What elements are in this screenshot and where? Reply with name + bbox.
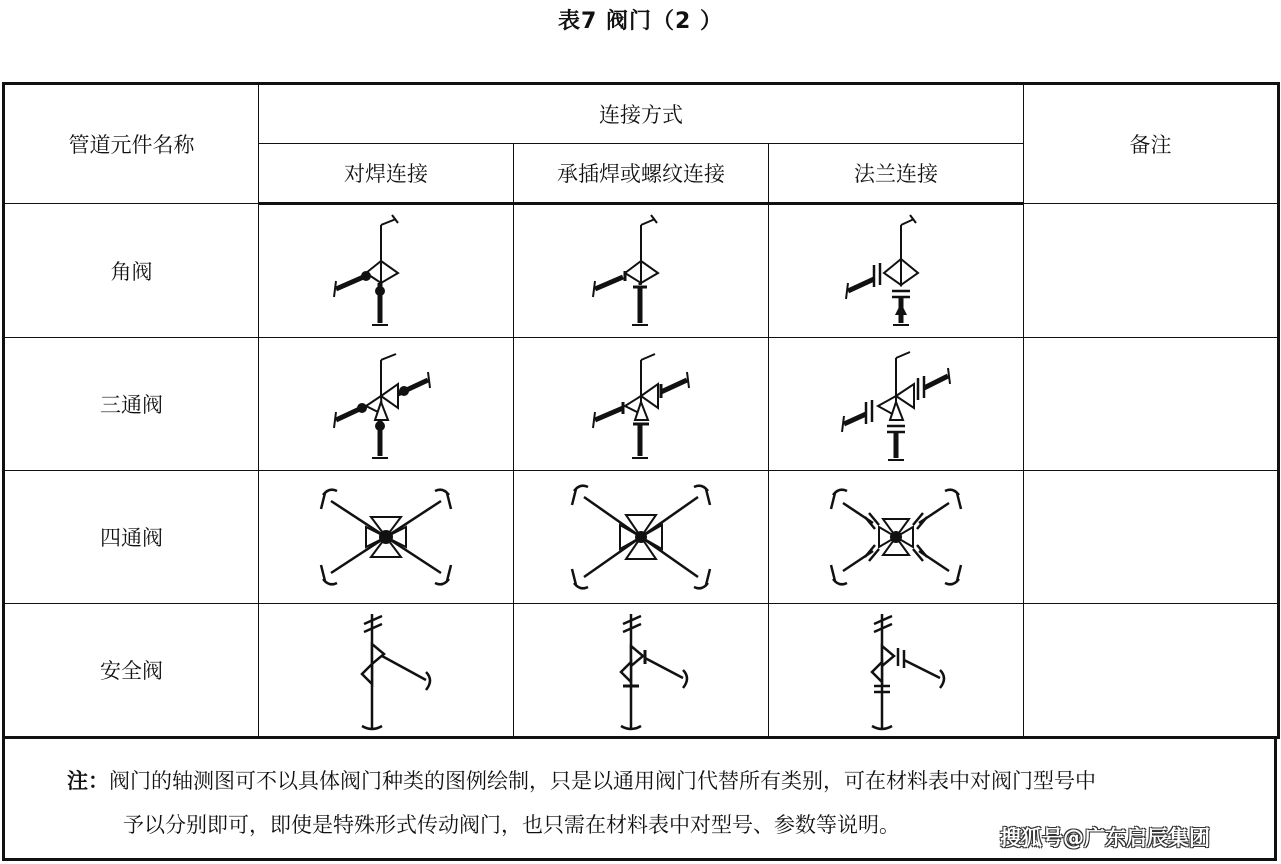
table-row bbox=[4, 338, 1279, 471]
row-name-safety-valve: 安全阀 bbox=[4, 604, 259, 738]
note-text-1: 阀门的轴测图可不以具体阀门种类的图例绘制，只是以通用阀门代替所有类别，可在材料表中对阀门型号中 bbox=[109, 769, 1096, 793]
four-way-valve-socket-thread-symbol bbox=[514, 471, 769, 604]
header-socket-thread: 承插焊或螺纹连接 bbox=[514, 144, 769, 204]
table-row bbox=[4, 204, 1279, 338]
safety-valve-remark bbox=[1024, 604, 1279, 738]
header-butt-weld: 对焊连接 bbox=[259, 144, 514, 204]
four-way-valve-remark bbox=[1024, 471, 1279, 604]
angle-valve-butt-weld-symbol bbox=[259, 204, 514, 338]
note-line-2: 予以分别即可，即使是特殊形式传动阀门，也只需在材料表中对型号、参数等说明。 bbox=[123, 813, 900, 837]
watermark: 搜狐号@广东启辰集团 bbox=[1000, 826, 1210, 850]
angle-valve-remark bbox=[1024, 204, 1279, 338]
three-way-valve-flange-symbol bbox=[769, 338, 1024, 471]
angle-valve-socket-thread-symbol bbox=[514, 204, 769, 338]
header-component-name: 管道元件名称 bbox=[4, 84, 259, 204]
table-title: 表7 阀门（2 ） bbox=[558, 9, 723, 34]
four-way-valve-flange-symbol bbox=[769, 471, 1024, 604]
three-way-valve-butt-weld-symbol bbox=[259, 338, 514, 471]
three-way-valve-remark bbox=[1024, 338, 1279, 471]
header-flange: 法兰连接 bbox=[769, 144, 1024, 204]
four-way-valve-butt-weld-symbol bbox=[259, 471, 514, 604]
note-prefix: 注： bbox=[67, 769, 109, 793]
row-name-three-way-valve: 三通阀 bbox=[4, 338, 259, 471]
row-name-angle-valve: 角阀 bbox=[4, 204, 259, 338]
safety-valve-socket-thread-symbol bbox=[514, 604, 769, 738]
safety-valve-flange-symbol bbox=[769, 604, 1024, 738]
angle-valve-flange-symbol bbox=[769, 204, 1024, 338]
three-way-valve-socket-thread-symbol bbox=[514, 338, 769, 471]
valve-table bbox=[2, 82, 1280, 739]
row-name-four-way-valve: 四通阀 bbox=[4, 471, 259, 604]
table-row bbox=[4, 471, 1279, 604]
header-remark: 备注 bbox=[1024, 84, 1279, 204]
header-connection-method: 连接方式 bbox=[259, 84, 1024, 144]
safety-valve-butt-weld-symbol bbox=[259, 604, 514, 738]
note-line-1 bbox=[67, 765, 1096, 795]
table-row bbox=[4, 604, 1279, 738]
